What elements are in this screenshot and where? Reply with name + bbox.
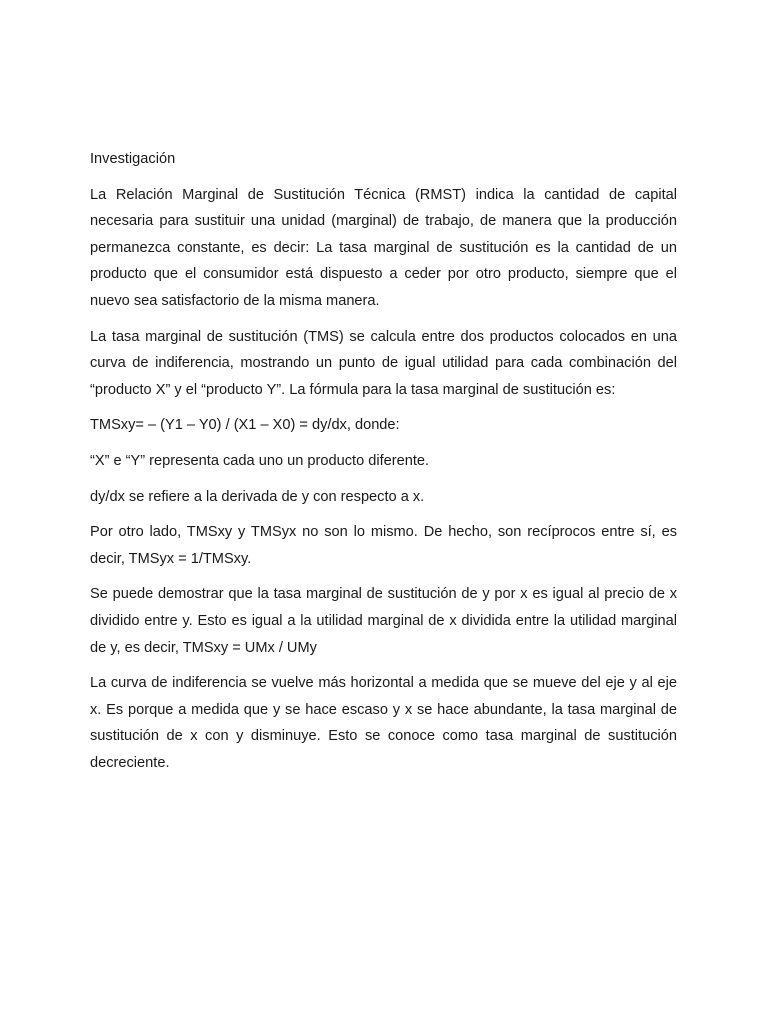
- paragraph-tms-calculation: La tasa marginal de sustitución (TMS) se calcula entre dos productos colocados en una curva de indiferencia, mostrando un punto de igual utilidad para cada combinación del “producto X” y el “producto Y”. La fórmula para la tasa marginal de sustitución es:: [90, 328, 677, 398]
- paragraph-derivative: dy/dx se refiere a la derivada de y con respecto a x.: [90, 488, 425, 505]
- paragraph-price-ratio: Se puede demostrar que la tasa marginal de sustitución de y por x es igual al precio de x dividido entre y. Esto es igual a la utilidad marginal de x dividida entre la utilidad marginal de y, es decir, TMSxy = UMx / UMy: [90, 586, 677, 656]
- paragraph-rmst-definition: La Relación Marginal de Sustitución Técnica (RMST) indica la cantidad de capital necesaria para sustituir una unidad (marginal) de trabajo, de manera que la producción permanezca constante, es decir: La tasa marginal de sustitución es la cantidad de un producto que el consumidor está dispuesto a ceder por otro producto, siempre que el nuevo sea satisfactorio de la misma manera.: [90, 186, 677, 309]
- paragraph-formula: TMSxy= – (Y1 – Y0) / (X1 – X0) = dy/dx, donde:: [90, 417, 400, 434]
- document-body: [90, 146, 677, 785]
- document-heading: Investigación: [90, 151, 176, 167]
- paragraph-reciprocal: Por otro lado, TMSxy y TMSyx no son lo mismo. De hecho, son recíprocos entre sí, es decir, TMSyx = 1/TMSxy.: [90, 524, 677, 567]
- paragraph-xy-products: “X” e “Y” representa cada uno un producto diferente.: [90, 452, 430, 469]
- paragraph-indifference-curve: La curva de indiferencia se vuelve más horizontal a medida que se mueve del eje y al eje x. Es porque a medida que y se hace escaso y x se hace abundante, la tasa marginal de sustitución de x con y disminuye. Esto se conoce como tasa marginal de sustitución decreciente.: [90, 675, 677, 771]
